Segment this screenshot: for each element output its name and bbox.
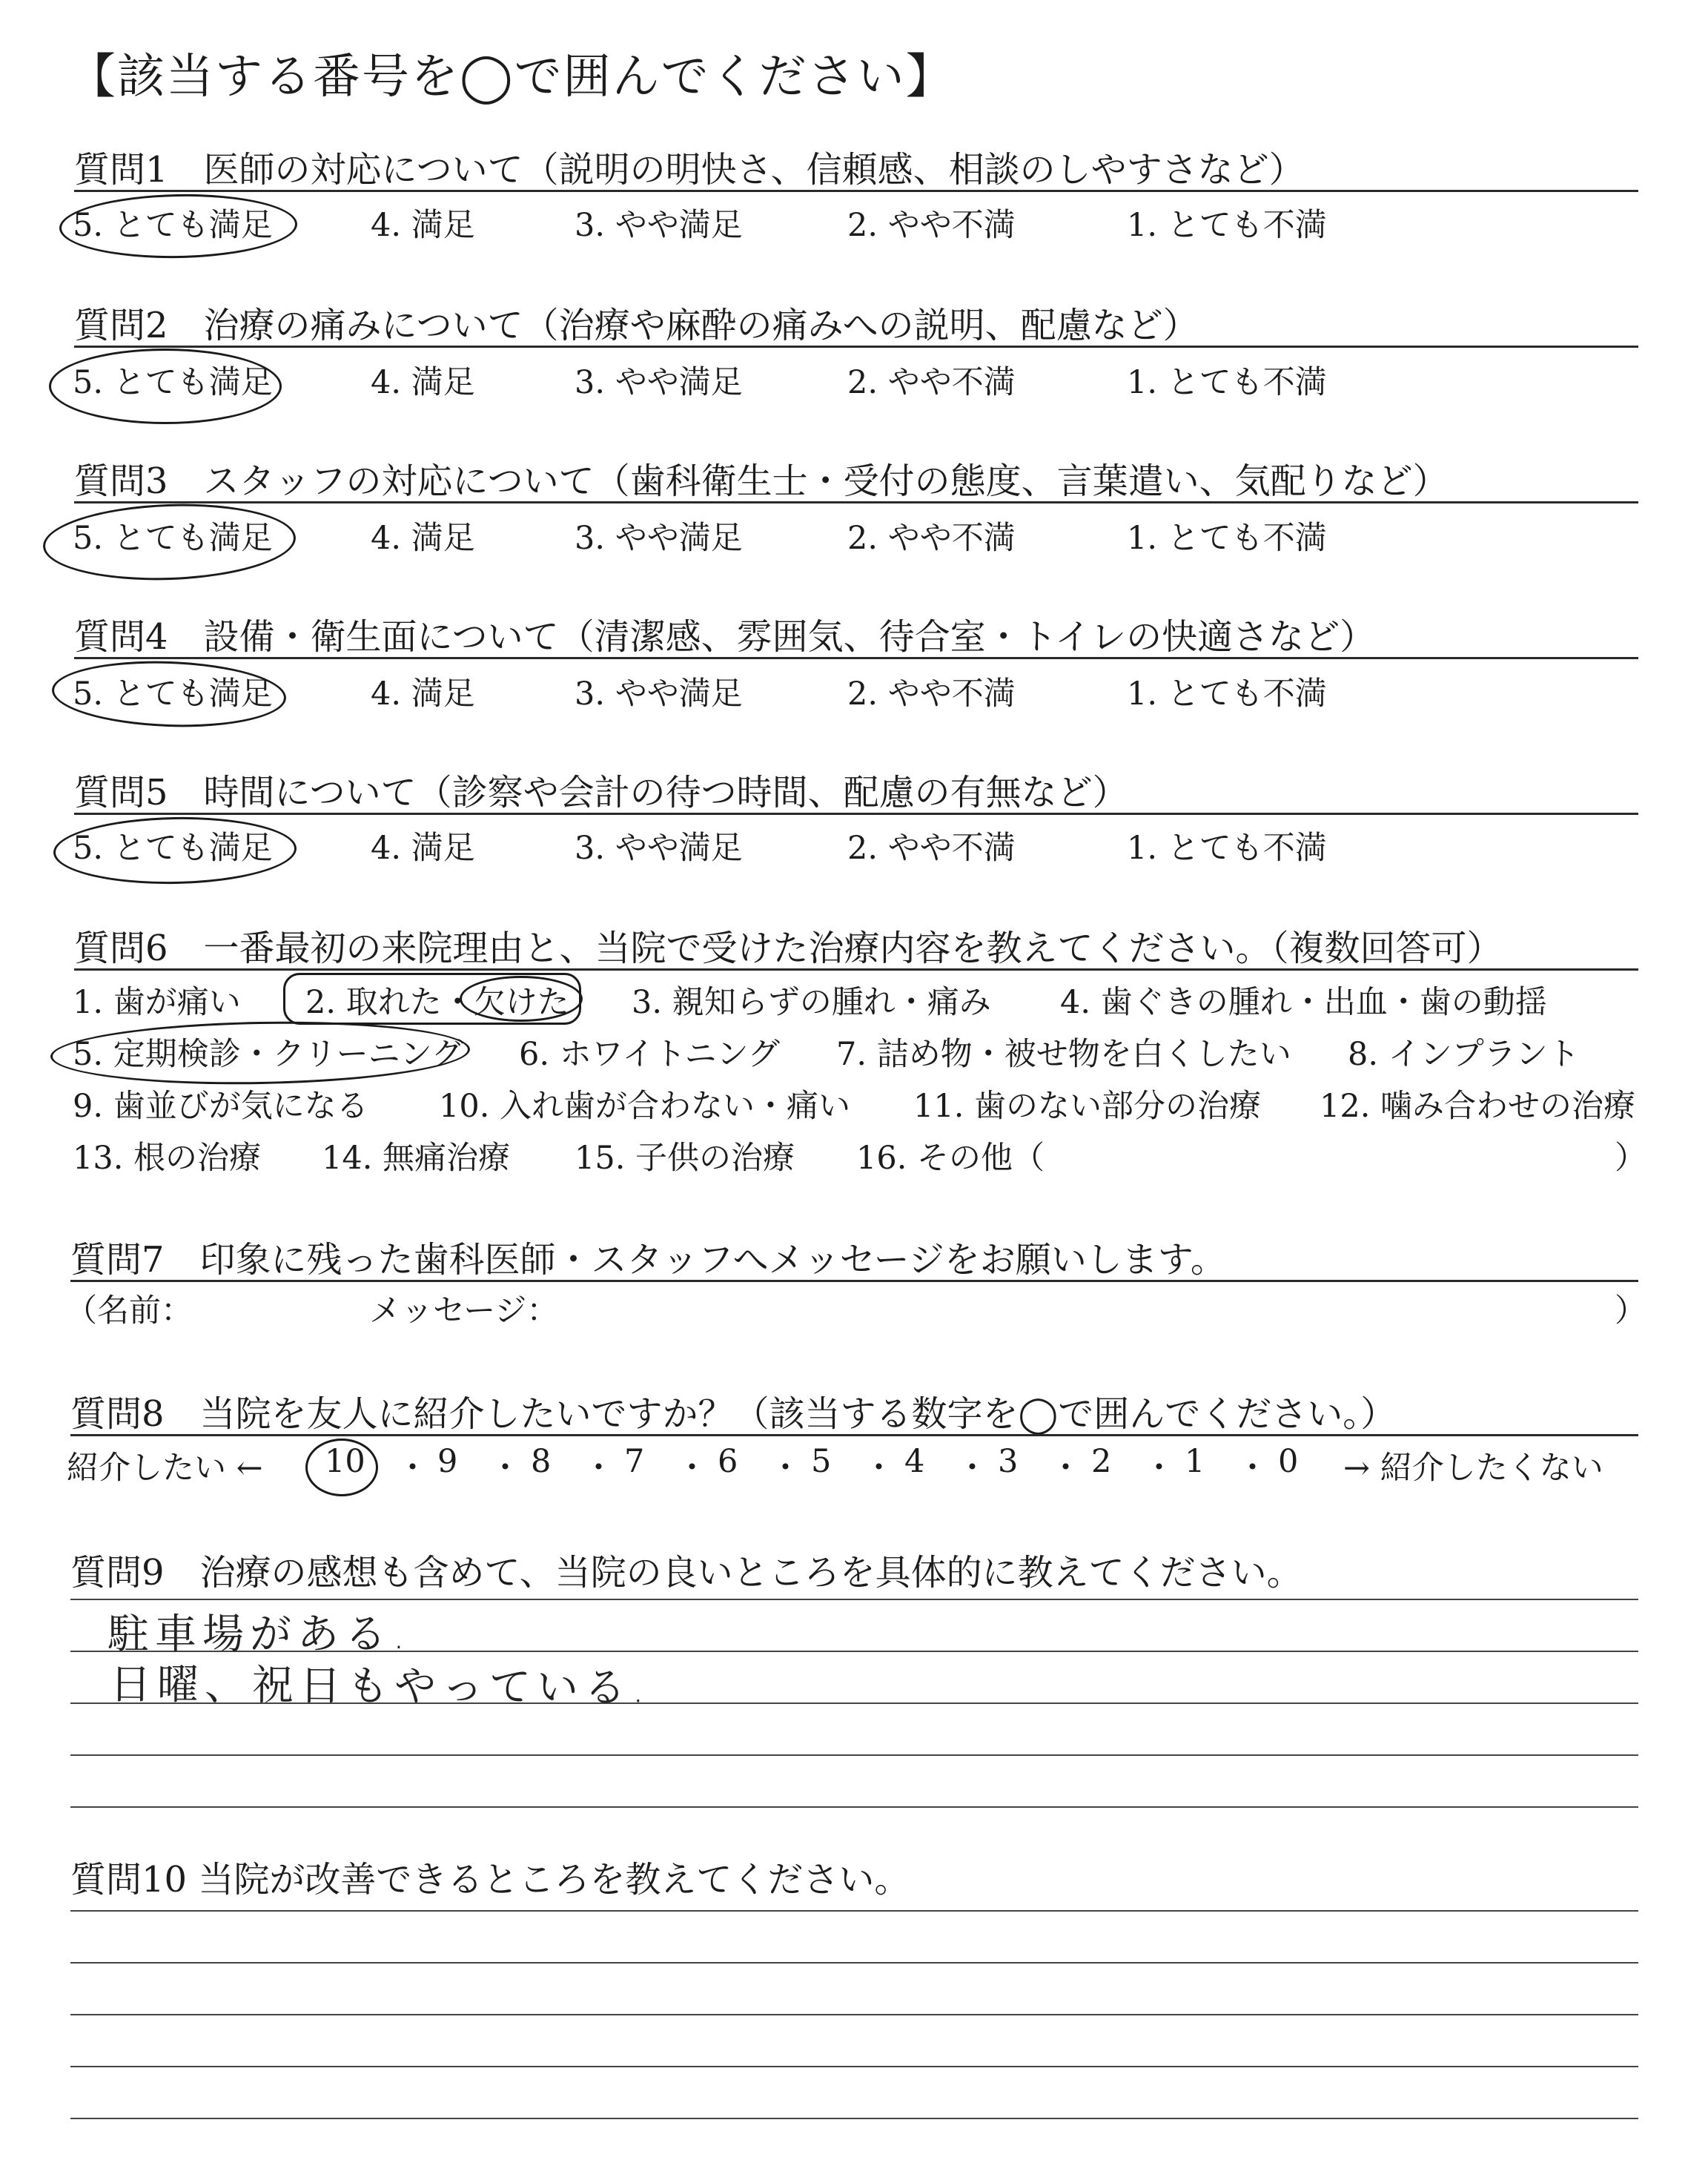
q9-line-4: [70, 1754, 1638, 1756]
q6-option-5[interactable]: 5. 定期検診・クリーニング: [73, 1036, 463, 1073]
q6-option-12[interactable]: 12. 噛み合わせの治療: [1320, 1088, 1636, 1125]
q10-line-1: [70, 1910, 1638, 1912]
q8-scale-8[interactable]: 8: [531, 1443, 552, 1480]
q8-dot: ・: [397, 1450, 428, 1487]
q4-option-5[interactable]: 5. とても満足: [73, 676, 273, 713]
q10-line-4: [70, 2066, 1638, 2067]
q6-option-6[interactable]: 6. ホワイトニング: [519, 1036, 780, 1073]
q5-option-5[interactable]: 5. とても満足: [73, 830, 273, 867]
q6-option-9[interactable]: 9. 歯並びが気になる: [73, 1088, 368, 1125]
q1-option-4[interactable]: 4. 満足: [371, 207, 475, 244]
q8-dot: ・: [863, 1450, 895, 1487]
q8-dot: ・: [1237, 1450, 1268, 1487]
q7-message-label: メッセージ：: [369, 1292, 559, 1330]
q3-option-3[interactable]: 3. やや満足: [575, 520, 743, 557]
q2-title: 質問2 治療の痛みについて（治療や麻酔の痛みへの説明、配慮など）: [74, 305, 1199, 346]
q9-line-5: [70, 1806, 1638, 1808]
q8-right-label: → 紹介したくない: [1343, 1450, 1603, 1487]
q6-option-4[interactable]: 4. 歯ぐきの腫れ・出血・歯の動揺: [1060, 984, 1547, 1021]
q7-title: 質問7 印象に残った歯科医師・スタッフへメッセージをお願いします。: [70, 1239, 1226, 1281]
form-heading: 【該当する番号を◯で囲んでください】: [68, 50, 955, 105]
q8-dot: ・: [489, 1450, 521, 1487]
q6-option-11[interactable]: 11. 歯のない部分の治療: [913, 1088, 1262, 1125]
q4-option-2[interactable]: 2. やや不満: [847, 676, 1016, 713]
q8-scale-2[interactable]: 2: [1091, 1443, 1112, 1480]
q3-option-4[interactable]: 4. 満足: [371, 520, 475, 557]
q6-title: 質問6 一番最初の来院理由と、当院で受けた治療内容を教えてください。（複数回答可）: [74, 928, 1503, 969]
q5-option-3[interactable]: 3. やや満足: [575, 830, 743, 867]
q2-selection-circle: [49, 349, 282, 424]
q3-title: 質問3 スタッフの対応について（歯科衛生士・受付の態度、言葉遣い、気配りなど）: [74, 460, 1449, 502]
q6-option-8[interactable]: 8. インプラント: [1348, 1036, 1580, 1073]
q9-title: 質問9 治療の感想も含めて、当院の良いところを具体的に教えてください。: [70, 1552, 1302, 1593]
q6-option-2-sub-circle: [460, 976, 583, 1022]
q10-line-5: [70, 2118, 1638, 2119]
q6-option-10[interactable]: 10. 入れ歯が合わない・痛い: [439, 1088, 851, 1125]
q7-name-label: （名前：: [65, 1292, 193, 1330]
q4-option-4[interactable]: 4. 満足: [371, 676, 475, 713]
q1-option-3[interactable]: 3. やや満足: [575, 207, 743, 244]
q8-dot: ・: [583, 1450, 615, 1487]
q6-option-16[interactable]: 16. その他（: [856, 1140, 1045, 1177]
q10-title: 質問10 当院が改善できるところを教えてください。: [70, 1859, 910, 1900]
q8-dot: ・: [676, 1450, 708, 1487]
q1-option-1[interactable]: 1. とても不満: [1127, 207, 1327, 244]
q10-line-3: [70, 2014, 1638, 2015]
q8-dot: ・: [769, 1450, 801, 1487]
q8-scale-5[interactable]: 5: [811, 1443, 832, 1480]
q5-option-2[interactable]: 2. やや不満: [847, 830, 1016, 867]
q8-selection-circle: [305, 1439, 378, 1496]
q8-title: 質問8 当院を友人に紹介したいですか？（該当する数字を◯で囲んでください。）: [70, 1393, 1397, 1435]
q6-rule: [74, 968, 1638, 971]
q8-rule: [70, 1434, 1638, 1436]
q8-scale-7[interactable]: 7: [624, 1443, 645, 1480]
q7-close: ）: [1615, 1292, 1646, 1330]
q8-scale-10[interactable]: 10: [325, 1443, 365, 1480]
q1-title: 質問1 医師の対応について（説明の明快さ、信頼感、相談のしやすさなど）: [74, 149, 1305, 191]
q8-scale-6[interactable]: 6: [718, 1443, 738, 1480]
q4-option-3[interactable]: 3. やや満足: [575, 676, 743, 713]
q8-scale-9[interactable]: 9: [437, 1443, 458, 1480]
q2-option-3[interactable]: 3. やや満足: [575, 364, 743, 401]
q9-answer-2: 日曜、祝日もやっている.: [109, 1660, 651, 1713]
q8-left-label: 紹介したい ←: [67, 1450, 263, 1487]
q8-dot: ・: [1143, 1450, 1175, 1487]
q8-dot: ・: [1050, 1450, 1082, 1487]
q5-rule: [74, 813, 1638, 815]
q3-rule: [74, 501, 1638, 503]
q7-rule: [70, 1280, 1638, 1282]
q8-dot: ・: [956, 1450, 988, 1487]
q2-option-2[interactable]: 2. やや不満: [847, 364, 1016, 401]
q2-option-5[interactable]: 5. とても満足: [73, 364, 273, 401]
q4-title: 質問4 設備・衛生面について（清潔感、雰囲気、待合室・トイレの快適さなど）: [74, 616, 1376, 658]
q8-scale-3[interactable]: 3: [998, 1443, 1019, 1480]
q8-scale-0[interactable]: 0: [1278, 1443, 1299, 1480]
q1-rule: [74, 190, 1638, 192]
q5-title: 質問5 時間について（診察や会計の待つ時間、配慮の有無など）: [74, 772, 1128, 813]
q6-option-3[interactable]: 3. 親知らずの腫れ・痛み: [632, 984, 991, 1021]
q6-option-1[interactable]: 1. 歯が痛い: [73, 984, 241, 1021]
q10-line-2: [70, 1962, 1638, 1964]
q3-option-1[interactable]: 1. とても不満: [1127, 520, 1327, 557]
q1-option-2[interactable]: 2. やや不満: [847, 207, 1016, 244]
q3-option-2[interactable]: 2. やや不満: [847, 520, 1016, 557]
q5-option-1[interactable]: 1. とても不満: [1127, 830, 1327, 867]
q8-scale-1[interactable]: 1: [1185, 1443, 1205, 1480]
q4-option-1[interactable]: 1. とても不満: [1127, 676, 1327, 713]
q6-option-13[interactable]: 13. 根の治療: [73, 1140, 262, 1177]
q2-rule: [74, 346, 1638, 348]
q6-option-15[interactable]: 15. 子供の治療: [575, 1140, 795, 1177]
q2-option-4[interactable]: 4. 満足: [371, 364, 475, 401]
q6-option-14[interactable]: 14. 無痛治療: [322, 1140, 511, 1177]
q1-option-5[interactable]: 5. とても満足: [73, 207, 273, 244]
q3-option-5[interactable]: 5. とても満足: [73, 520, 273, 557]
q8-scale-4[interactable]: 4: [904, 1443, 925, 1480]
q9-answer-1: 駐車場がある.: [107, 1611, 411, 1659]
q4-rule: [74, 657, 1638, 659]
q9-line-1: [70, 1599, 1638, 1600]
q6-option-2[interactable]: 2. 取れた・欠けた: [305, 984, 569, 1021]
q2-option-1[interactable]: 1. とても不満: [1127, 364, 1327, 401]
q5-option-4[interactable]: 4. 満足: [371, 830, 475, 867]
q6-other-close: ）: [1615, 1140, 1646, 1177]
q6-option-7[interactable]: 7. 詰め物・被せ物を白くしたい: [836, 1036, 1291, 1073]
